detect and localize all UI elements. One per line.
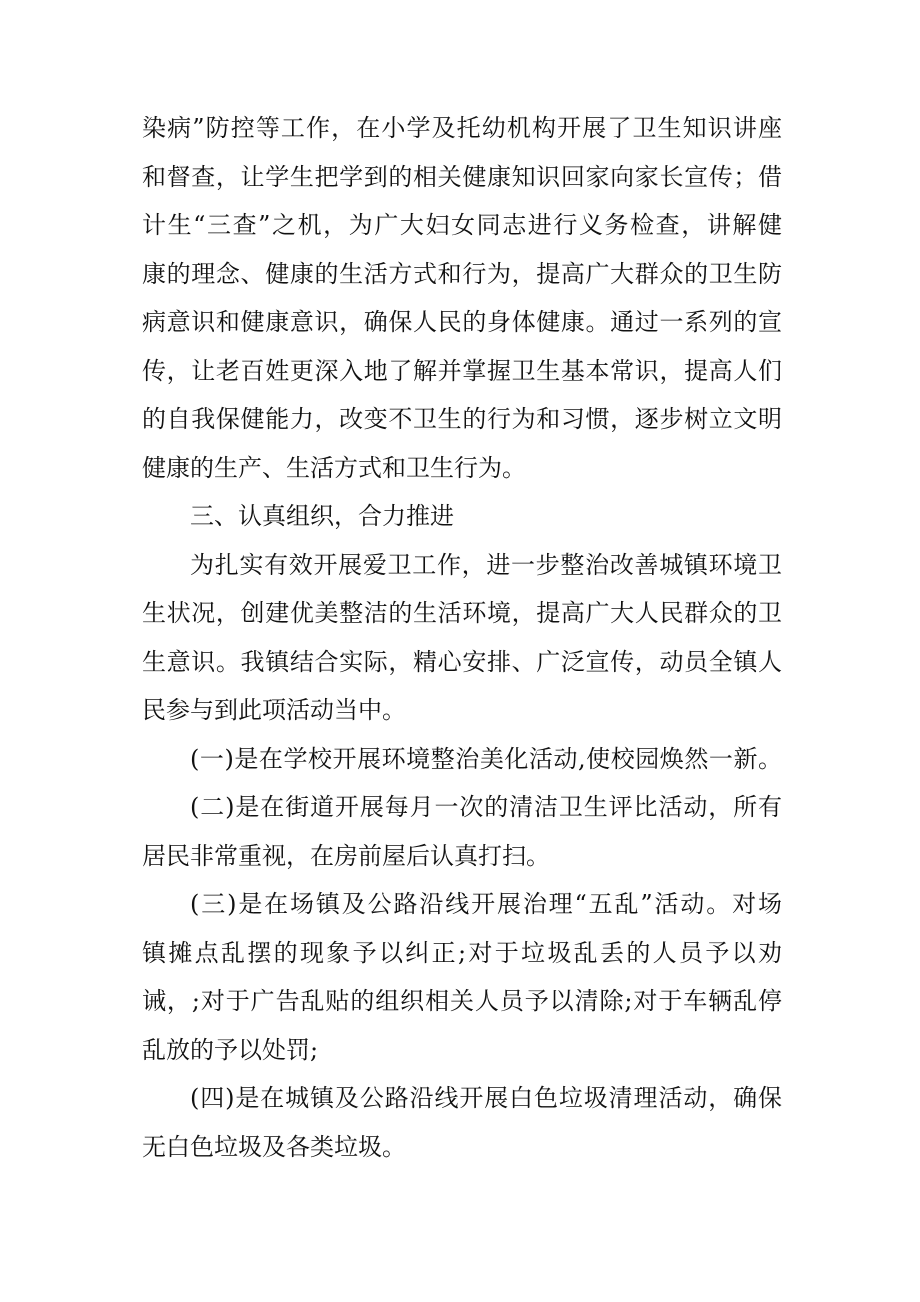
text-line: (一)是在学校开展环境整治美化活动,使校园焕然一新。	[190, 744, 782, 773]
text-line: 生状况，创建优美整洁的生活环境，提高广大人民群众的卫	[142, 599, 782, 627]
text-line: 生意识。我镇结合实际，精心安排、广泛宣传，动员全镇人	[142, 647, 782, 676]
document-body	[142, 104, 782, 1171]
text-line: 镇摊点乱摆的现象予以纠正;对于垃圾乱丢的人员予以劝	[142, 938, 782, 967]
text-line: 诫，;对于广告乱贴的组织相关人员予以清除;对于车辆乱停	[142, 987, 782, 1015]
text-line: 病意识和健康意识，确保人民的身体健康。通过一系列的宣	[142, 308, 782, 336]
text-line: (二)是在街道开展每月一次的清洁卫生评比活动，所有	[190, 793, 782, 821]
text-line: 无白色垃圾及各类垃圾。	[142, 1132, 406, 1161]
text-line: 染病”防控等工作，在小学及托幼机构开展了卫生知识讲座	[142, 114, 782, 142]
text-line: 民参与到此项活动当中。	[142, 696, 406, 724]
text-line: 为扎实有效开展爱卫工作，进一步整治改善城镇环境卫	[190, 550, 782, 579]
text-line: 康的理念、健康的生活方式和行为，提高广大群众的卫生防	[142, 259, 782, 288]
text-line: 和督查，让学生把学到的相关健康知识回家向家长宣传；借	[142, 162, 782, 191]
text-line: 三、认真组织，合力推进	[190, 502, 454, 530]
text-line: 传，让老百姓更深入地了解并掌握卫生基本常识，提高人们	[142, 356, 782, 385]
text-line: 健康的生产、生活方式和卫生行为。	[142, 453, 526, 482]
text-line: 乱放的予以处罚;	[142, 1035, 319, 1064]
text-line: 的自我保健能力，改变不卫生的行为和习惯，逐步树立文明	[142, 405, 782, 433]
text-line: 计生“三查”之机，为广大妇女同志进行义务检查，讲解健	[142, 211, 782, 239]
text-line: 居民非常重视，在房前屋后认真打扫。	[142, 841, 550, 870]
text-line: (四)是在城镇及公路沿线开展白色垃圾清理活动，确保	[190, 1084, 782, 1112]
text-line: (三)是在场镇及公路沿线开展治理“五乱”活动。对场	[190, 890, 782, 918]
